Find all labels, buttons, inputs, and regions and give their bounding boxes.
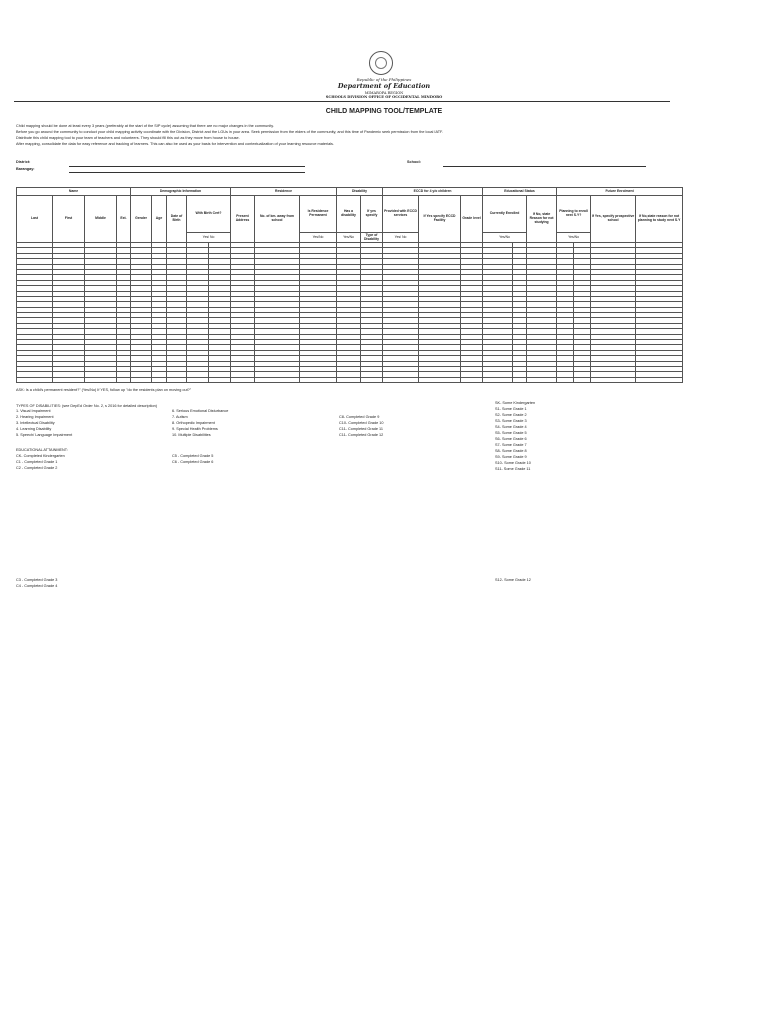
school-label: School:	[407, 160, 421, 164]
col-permanent: Is Residence Permanent	[300, 196, 337, 233]
col-eccd-facility: If Yes specify ECCD Facility	[419, 196, 461, 243]
group-educational-status: Educational Status	[483, 188, 557, 196]
table-cell[interactable]	[209, 377, 231, 382]
table-cell[interactable]	[85, 377, 117, 382]
disability-7: 7. Autism	[172, 415, 188, 419]
col-reason-not-planning: If No,state reason for not planning to study next S.Y	[636, 196, 683, 243]
col-date-of-birth: Date of Birth	[167, 196, 187, 243]
table-cell[interactable]	[131, 377, 152, 382]
table-cell[interactable]	[461, 377, 483, 382]
completed-c8: C8- Completed Grade 9	[339, 415, 380, 419]
enrolled-yes-no: Yes/No	[483, 233, 527, 243]
agency-name: Department of Education	[337, 82, 431, 90]
col-ext: Ext.	[117, 196, 131, 243]
table-cell[interactable]	[591, 377, 636, 382]
type-of-disability: Type of Disability	[361, 233, 383, 243]
child-mapping-table	[16, 187, 683, 383]
completed-c12: C11- Completed Grade 12	[339, 433, 384, 437]
group-residence: Residence	[231, 188, 337, 196]
some-grade-s9: S9- Some Grade 9	[495, 455, 527, 459]
planning-yes-no: Yes/No	[557, 233, 591, 243]
col-prospective-school: If Yes, specify prospective school	[591, 196, 636, 243]
table-cell[interactable]	[557, 377, 574, 382]
group-demographic: Demographic Information	[131, 188, 231, 196]
instruction-4: After mapping, consolidate the data for easy reference and tracking of learners. This can also be used as your basis for intervention and contextualization of your learning resource materials.	[16, 142, 334, 146]
attainment-c2: C2 - Completed Grade 2	[16, 466, 58, 470]
attainment-c6: C6 - Completed Grade 6	[172, 460, 214, 464]
col-gender: Gender	[131, 196, 152, 243]
group-disability: Disability	[337, 188, 383, 196]
table-cell[interactable]	[337, 377, 361, 382]
ask-note: ASK: Is a child's permanent resident?" (Yes/No) If YES, follow up "do the residents plan on moving out?"	[16, 388, 192, 392]
district-label: District:	[16, 160, 31, 164]
some-grade-s11: S11- Some Grade 11	[495, 467, 531, 471]
table-cell[interactable]	[117, 377, 131, 382]
disability-9: 9. Special Health Problems	[172, 427, 218, 431]
region-line: MIMAROPA REGION	[364, 91, 404, 95]
instruction-2: Before you go around the community to conduct your child mapping activity coordinate with the Division, District and the LGUs in your area. Seek permission from the elders of the community, and this time of Pandemic seek permission from the local IATF.	[16, 130, 443, 134]
table-cell[interactable]	[167, 377, 187, 382]
disability-1: 1. Visual Impairment	[16, 409, 51, 413]
col-disability-specify: If yes specify	[361, 196, 383, 233]
col-planning-enroll: Planning to enroll next S.Y?	[557, 196, 591, 233]
table-cell[interactable]	[636, 377, 683, 382]
col-age: Age	[152, 196, 167, 243]
table-cell[interactable]	[419, 377, 461, 382]
birth-cert-yes-no: Yes/ No	[187, 233, 231, 243]
permanent-yes-no: Yes/No	[300, 233, 337, 243]
disability-4: 4. Learning Disability	[16, 427, 52, 431]
attainment-c5: C5 - Completed Grade 5	[172, 454, 214, 458]
completed-c10: C10- Completed Grade 10	[339, 421, 384, 425]
attainment-c3: C3 - Completed Grade 3	[16, 578, 58, 582]
attainment-title: EDUCATIONAL ATTAINMENT:	[16, 448, 68, 452]
barangay-label: Barangay:	[16, 167, 35, 171]
instruction-3: Distribute this child mapping tool to your team of teachers and volunteers. They should fill this out as they move from house to house.	[16, 136, 240, 140]
some-grade-s2: S2- Some Grade 2	[495, 413, 527, 417]
table-cell[interactable]	[152, 377, 167, 382]
disability-yes-no: Yes/No	[337, 233, 361, 243]
col-middle: Middle	[85, 196, 117, 243]
col-reason-not-studying: If No, state Reason for not studying	[527, 196, 557, 243]
disability-10: 10. Multiple Disabilities	[172, 433, 211, 437]
group-eccd: ECCD for 4 y/o children	[383, 188, 483, 196]
col-present-address: Present Address	[231, 196, 255, 243]
attainment-c4: C4 - Completed Grade 4	[16, 584, 58, 588]
disability-types-title: TYPES OF DISABILITIES: (see DepEd Order No. 2, s 2016 for detailed description)	[16, 404, 157, 408]
barangay-field[interactable]	[69, 172, 305, 173]
some-grade-s12: S12- Some Grade 12	[495, 578, 531, 582]
some-grade-s10: S10- Some Grade 10	[495, 461, 531, 465]
attainment-ck: CK- Completed Kindergarten	[16, 454, 65, 458]
col-last: Last	[17, 196, 53, 243]
col-first: First	[53, 196, 85, 243]
table-cell[interactable]	[513, 377, 527, 382]
table-cell[interactable]	[300, 377, 337, 382]
table-row	[17, 377, 683, 382]
table-cell[interactable]	[187, 377, 209, 382]
table-cell[interactable]	[483, 377, 513, 382]
disability-6: 6. Serious Emotional Disturbance	[172, 409, 229, 413]
some-grade-sk: SK- Some Kindergarten	[495, 401, 536, 405]
eccd-yes-no: Yes/ No	[383, 233, 419, 243]
deped-seal-icon	[369, 51, 393, 75]
disability-5: 5. Speech/ Language Impairment	[16, 433, 73, 437]
group-future-enrolment: Future Enrolment	[557, 188, 683, 196]
group-name: Name	[17, 188, 131, 196]
some-grade-s8: S8- Some Grade 8	[495, 449, 527, 453]
some-grade-s3: S3- Some Grade 3	[495, 419, 527, 423]
table-cell[interactable]	[383, 377, 419, 382]
some-grade-s6: S6- Some Grade 6	[495, 437, 527, 441]
col-grade-level: Grade level	[461, 196, 483, 243]
some-grade-s4: S4- Some Grade 4	[495, 425, 527, 429]
some-grade-s7: S7- Some Grade 7	[495, 443, 527, 447]
table-cell[interactable]	[361, 377, 383, 382]
table-cell[interactable]	[255, 377, 300, 382]
col-eccd-services: Provided with ECCD services	[383, 196, 419, 233]
table-cell[interactable]	[527, 377, 557, 382]
col-distance: No. of km. away from school	[255, 196, 300, 243]
disability-2: 2. Hearing Impairment	[16, 415, 54, 419]
header-divider	[14, 101, 670, 102]
table-cell[interactable]	[53, 377, 85, 382]
table-cell[interactable]	[574, 377, 591, 382]
some-grade-s5: S5- Some Grade 5	[495, 431, 527, 435]
table-cell[interactable]	[231, 377, 255, 382]
republic-line: Republic of the Philippines	[356, 77, 412, 82]
instruction-1: Child mapping should be done at least every 3 years (preferably at the start of the SIP cycle) assuming that there are no major changes in the community.	[16, 124, 274, 128]
attainment-c1: C1 - Completed Grade 1	[16, 460, 58, 464]
completed-c11: C11- Completed Grade 11	[339, 427, 383, 431]
some-grade-s1: S1- Some Grade 1	[495, 407, 527, 411]
col-has-disability: Has a disability	[337, 196, 361, 233]
col-birth-cert: With Birth Cert?	[187, 196, 231, 233]
data-rows	[17, 243, 683, 383]
col-currently-enrolled: Currently Enrolled	[483, 196, 527, 233]
school-field[interactable]	[443, 166, 646, 167]
division-line: SCHOOLS DIVISION OFFICE OF OCCIDENTAL MINDORO	[325, 95, 443, 99]
district-field[interactable]	[69, 166, 305, 167]
page-title: CHILD MAPPING TOOL/TEMPLATE	[325, 108, 443, 115]
table-cell[interactable]	[17, 377, 53, 382]
disability-3: 3. Intellectual Disability	[16, 421, 55, 425]
disability-8: 8. Orthopedic Impairment	[172, 421, 215, 425]
